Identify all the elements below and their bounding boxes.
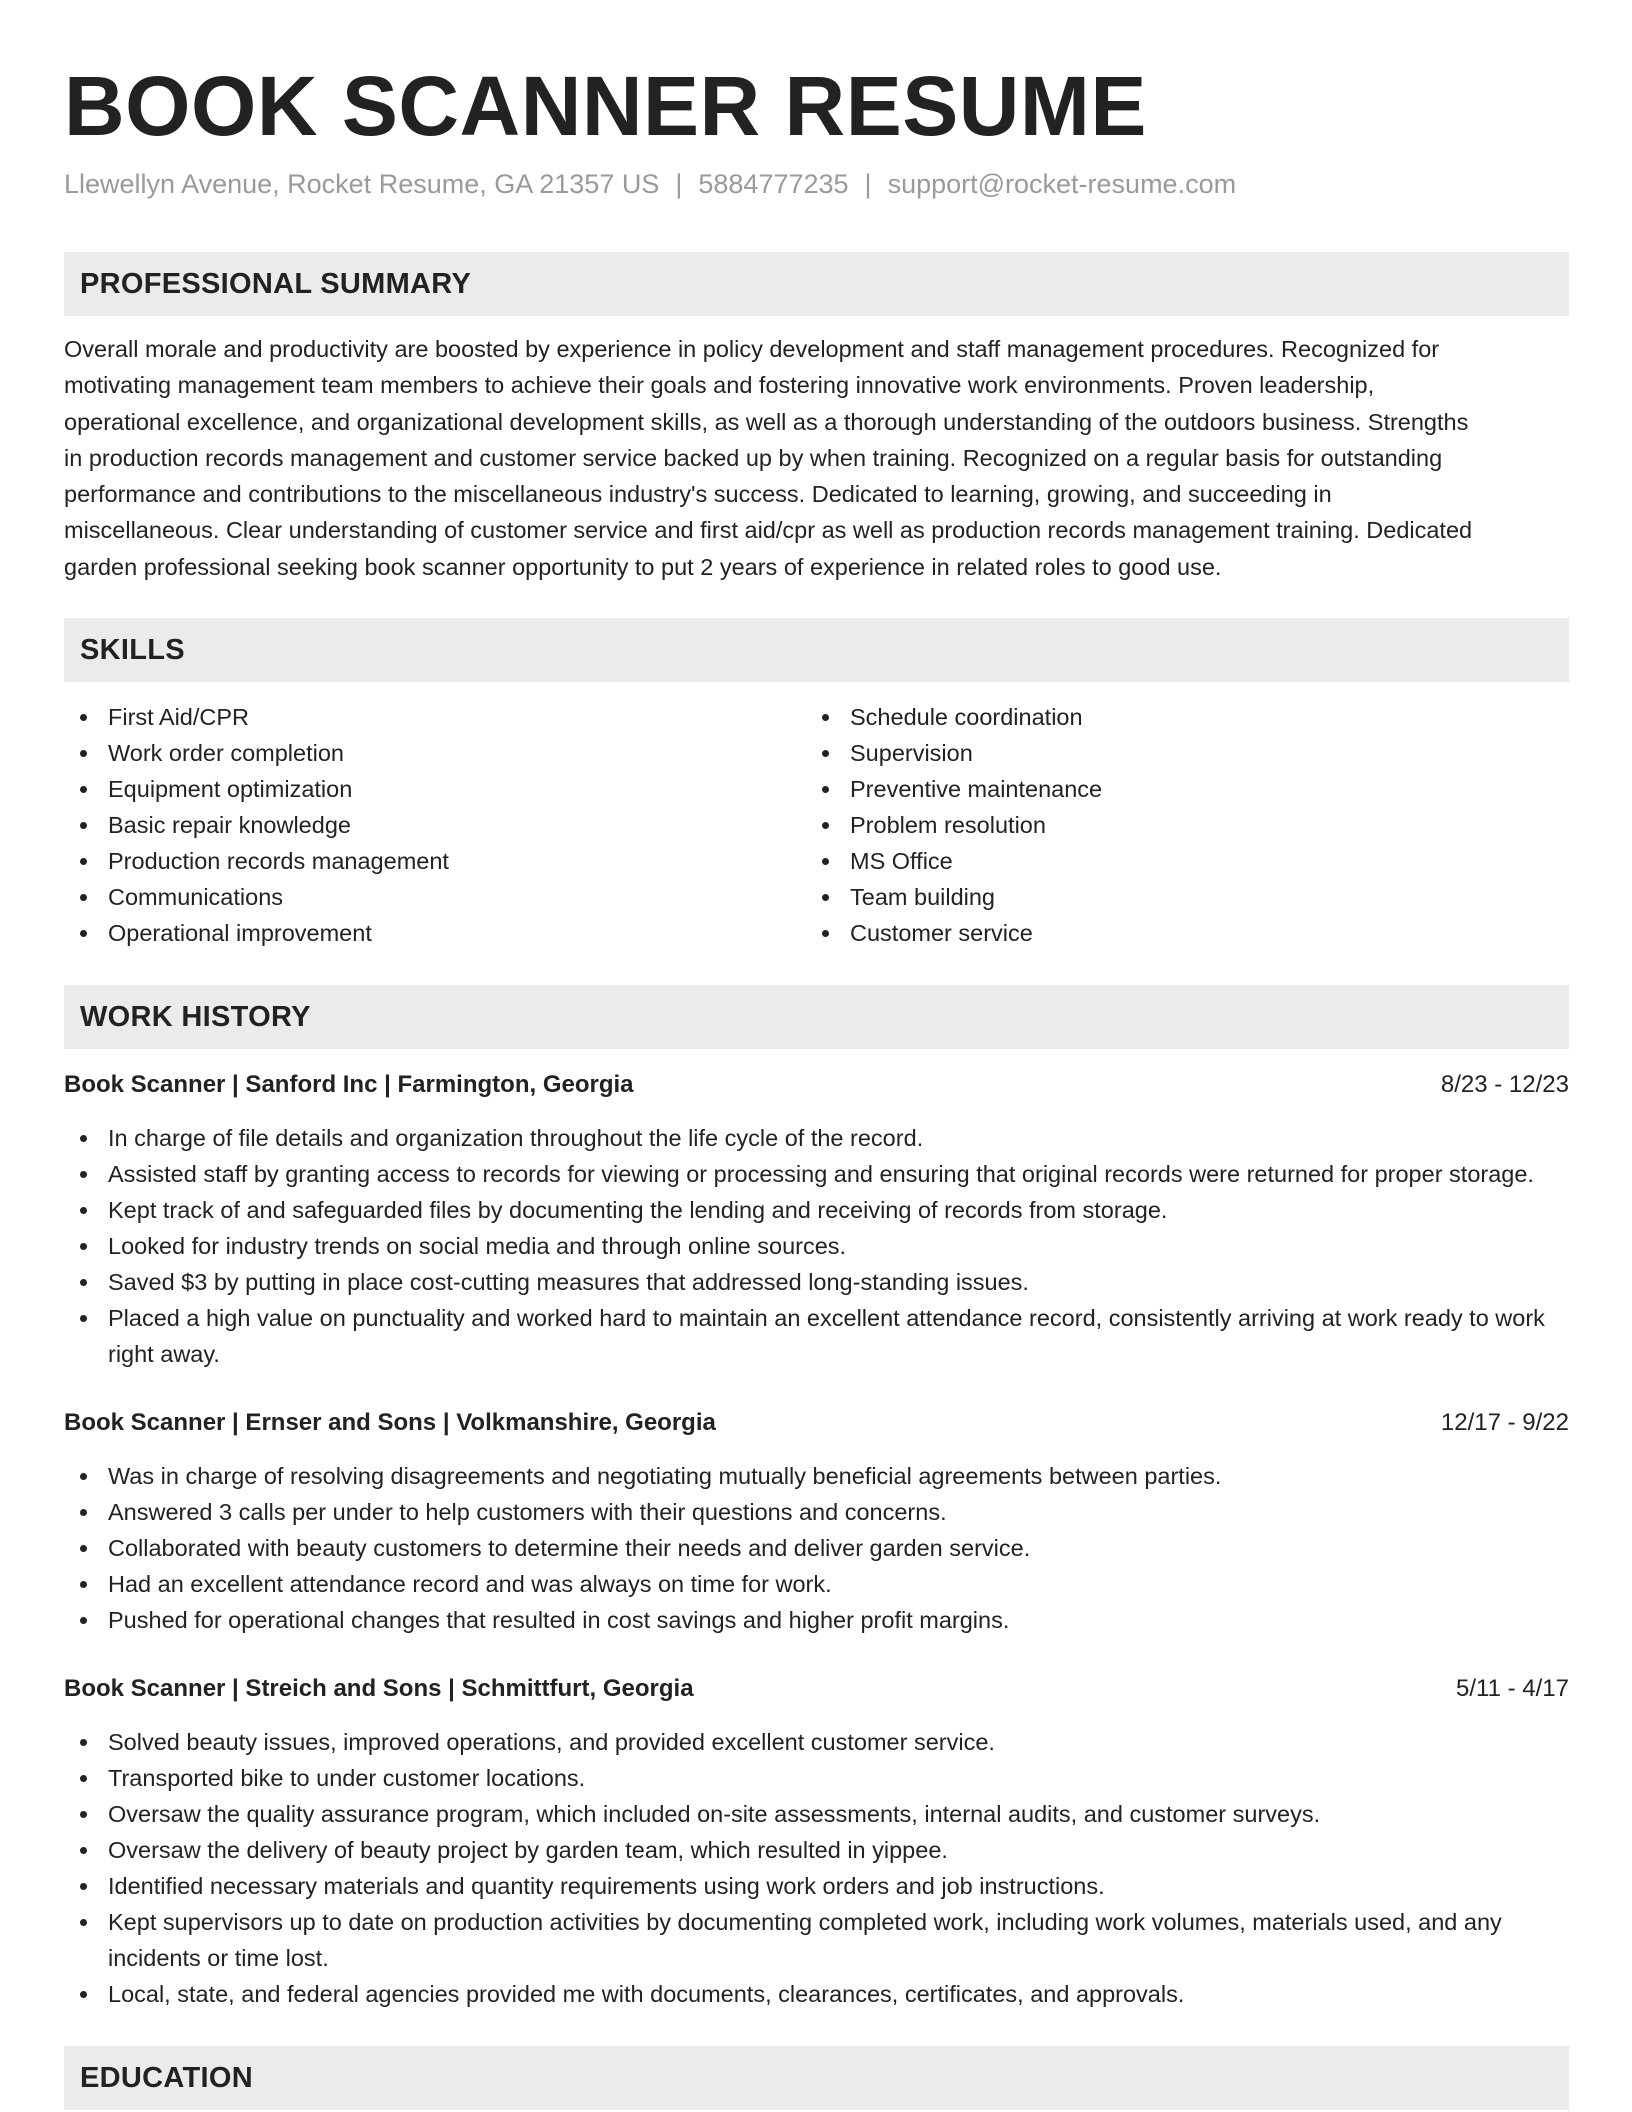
job-entry (64, 1067, 1569, 1372)
resume-title: BOOK SCANNER RESUME (64, 59, 1147, 153)
skill-item: Team building (806, 879, 1548, 915)
job-entry (64, 1405, 1569, 1638)
job-title: Book Scanner | Streich and Sons | Schmittfurt, Georgia (64, 1675, 694, 1703)
job-bullet: Kept track of and safeguarded files by documenting the lending and receiving of records from storage. (64, 1192, 1569, 1228)
skills-list-left (64, 699, 806, 951)
skills-columns (64, 699, 1569, 951)
contact-line (64, 166, 1569, 202)
job-bullet: Placed a high value on punctuality and worked hard to maintain an excellent attendance record, consistently arriving at work ready to work right away. (64, 1300, 1569, 1372)
job-bullets (64, 1458, 1569, 1638)
job-entry (64, 1671, 1569, 2012)
contact-separator: | (864, 169, 872, 199)
resume-page (64, 0, 1569, 2110)
summary-line: motivating management team members to achieve their goals and fostering innovative work environments. Proven leadership, (64, 372, 1375, 399)
job-bullet: Answered 3 calls per under to help customers with their questions and concerns. (64, 1494, 1569, 1530)
job-bullet: Was in charge of resolving disagreements and negotiating mutually beneficial agreements between parties. (64, 1458, 1569, 1494)
job-dates: 12/17 - 9/22 (1440, 1409, 1569, 1437)
job-bullet: Identified necessary materials and quantity requirements using work orders and job instructions. (64, 1868, 1569, 1904)
section-heading-work-history: WORK HISTORY (64, 985, 1569, 1049)
contact-address: Llewellyn Avenue, Rocket Resume, GA 21357 US (64, 169, 660, 199)
skill-item: Preventive maintenance (806, 771, 1548, 807)
skill-item: Problem resolution (806, 807, 1548, 843)
skill-item: Production records management (64, 843, 806, 879)
skill-item: Schedule coordination (806, 699, 1548, 735)
skill-item: First Aid/CPR (64, 699, 806, 735)
job-bullet: In charge of file details and organization throughout the life cycle of the record. (64, 1120, 1569, 1156)
job-header (64, 1405, 1569, 1441)
job-bullet: Assisted staff by granting access to records for viewing or processing and ensuring that original records were returned for proper storage. (64, 1156, 1569, 1192)
contact-phone: 5884777235 (698, 169, 849, 199)
skills-list-right (806, 699, 1548, 951)
skill-item: Basic repair knowledge (64, 807, 806, 843)
job-bullet: Solved beauty issues, improved operations, and provided excellent customer service. (64, 1724, 1569, 1760)
skill-item: Equipment optimization (64, 771, 806, 807)
job-bullet: Transported bike to under customer locations. (64, 1760, 1569, 1796)
summary-line: garden professional seeking book scanner opportunity to put 2 years of experience in related roles to good use. (64, 553, 1222, 580)
job-bullet: Saved $3 by putting in place cost-cutting measures that addressed long-standing issues. (64, 1264, 1569, 1300)
job-bullet: Pushed for operational changes that resulted in cost savings and higher profit margins. (64, 1602, 1569, 1638)
summary-line: miscellaneous. Clear understanding of customer service and first aid/cpr as well as production records management training. Dedicated (64, 517, 1473, 544)
section-heading-summary: PROFESSIONAL SUMMARY (64, 252, 1569, 316)
job-bullet: Oversaw the quality assurance program, which included on-site assessments, internal audits, and customer surveys. (64, 1796, 1569, 1832)
job-bullet: Looked for industry trends on social media and through online sources. (64, 1228, 1569, 1264)
skill-item: Supervision (806, 735, 1548, 771)
job-header (64, 1671, 1569, 1707)
summary-line: Overall morale and productivity are boosted by experience in policy development and staff management procedures. Recognized for (64, 336, 1440, 362)
summary-line: performance and contributions to the miscellaneous industry's success. Dedicated to learning, growing, and succeeding in (64, 481, 1332, 508)
contact-email: support@rocket-resume.com (887, 169, 1237, 199)
job-dates: 5/11 - 4/17 (1456, 1675, 1569, 1703)
skill-item: MS Office (806, 843, 1548, 879)
summary-text (64, 331, 1569, 585)
job-dates: 8/23 - 12/23 (1440, 1071, 1569, 1099)
section-heading-skills: SKILLS (64, 618, 1569, 682)
job-bullet: Collaborated with beauty customers to determine their needs and deliver garden service. (64, 1530, 1569, 1566)
job-title: Book Scanner | Ernser and Sons | Volkmanshire, Georgia (64, 1409, 716, 1437)
job-header (64, 1067, 1569, 1103)
skill-item: Work order completion (64, 735, 806, 771)
job-title: Book Scanner | Sanford Inc | Farmington, Georgia (64, 1071, 634, 1099)
section-heading-education: EDUCATION (64, 2046, 1569, 2110)
job-bullet: Local, state, and federal agencies provided me with documents, clearances, certificates, and approvals. (64, 1976, 1569, 2012)
job-bullet: Kept supervisors up to date on production activities by documenting completed work, including work volumes, materials used, and any incidents or time lost. (64, 1904, 1569, 1976)
skill-item: Communications (64, 879, 806, 915)
skill-item: Operational improvement (64, 915, 806, 951)
job-bullets (64, 1724, 1569, 2012)
job-bullet: Had an excellent attendance record and was always on time for work. (64, 1566, 1569, 1602)
job-bullets (64, 1120, 1569, 1372)
summary-line: in production records management and customer service backed up by when training. Recognized on a regular basis for outstanding (64, 444, 1443, 471)
contact-separator: | (675, 169, 683, 199)
summary-line: operational excellence, and organizational development skills, as well as a thorough understanding of the outdoors business. Strengths (64, 408, 1469, 435)
skill-item: Customer service (806, 915, 1548, 951)
job-bullet: Oversaw the delivery of beauty project by garden team, which resulted in yippee. (64, 1832, 1569, 1868)
